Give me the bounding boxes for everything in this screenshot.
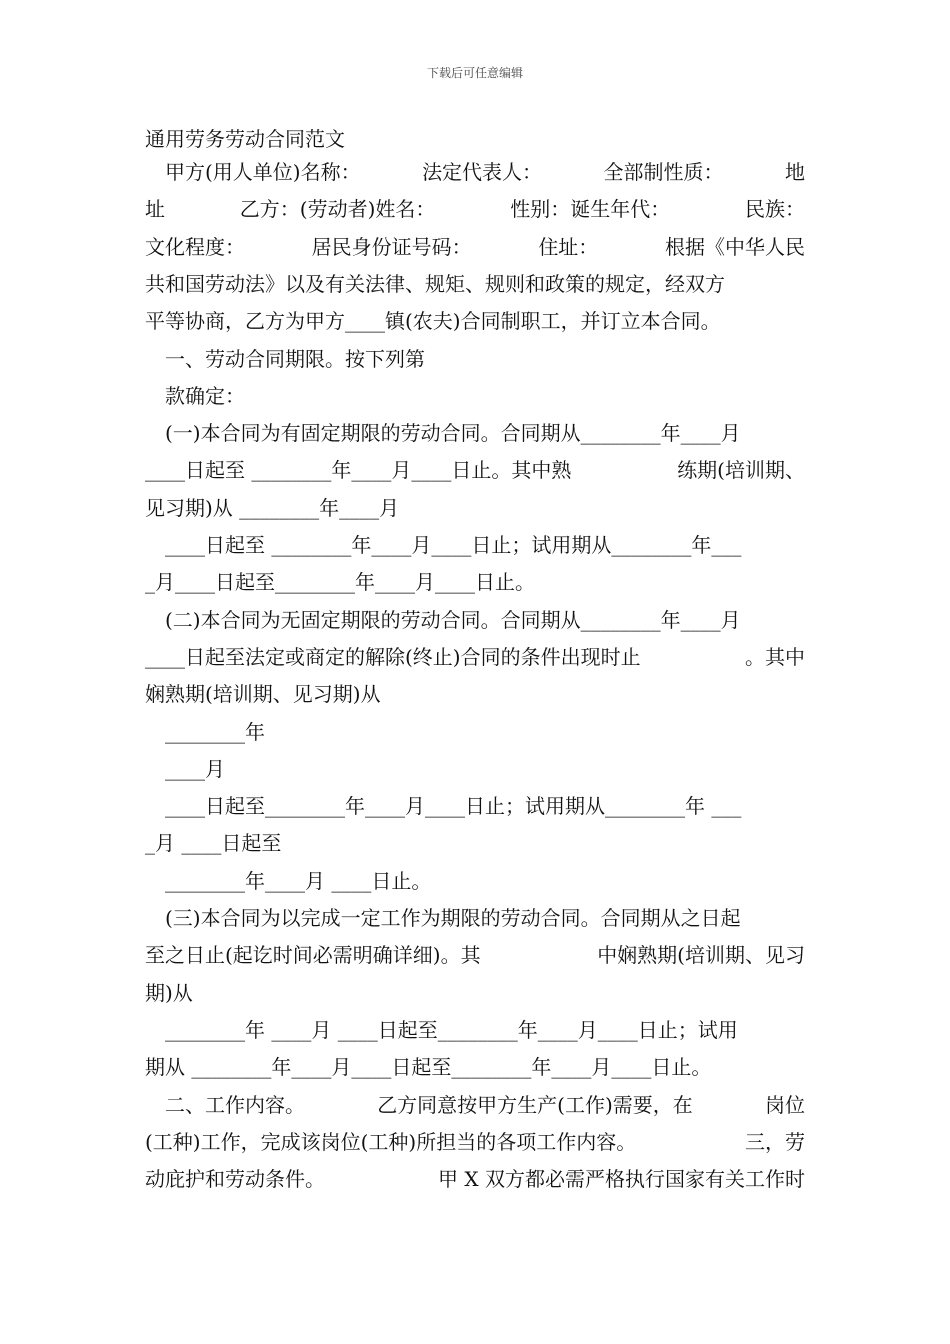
body-line: 款确定：: [145, 384, 245, 408]
line-segment: 至之日止(起讫时间必需明确详细)。其: [145, 943, 481, 967]
line-segment: 性别：诞生年代：: [510, 197, 671, 221]
line-segment: 练期(培训期、: [677, 458, 805, 482]
body-line: 期从 ________年____月____日起至________年____月____日止。: [145, 1055, 712, 1079]
body-line: ____日起至 ________年____月____日止；试用期从________年___: [145, 533, 742, 557]
body-line: (一)本合同为有固定期限的劳动合同。合同期从________年____月: [145, 421, 741, 445]
line-segment: ____日起至法定或商定的解除(终止)合同的条件出现时止: [145, 645, 641, 669]
body-line: [145, 1092, 805, 1118]
line-segment: 住址：: [538, 235, 599, 259]
line-segment: 乙方：(劳动者)姓名：: [239, 197, 436, 221]
body-line: [145, 159, 805, 185]
line-segment: (工种)工作，完成该岗位(工种)所担当的各项工作内容。: [145, 1130, 637, 1154]
line-segment: 甲方(用人单位)名称：: [145, 160, 361, 184]
body-line: [145, 196, 805, 222]
line-segment: ____日起至 ________年____月____日止。其中熟: [145, 458, 572, 482]
body-line: _月____日起至________年____月____日止。: [145, 570, 535, 594]
line-segment: 三，劳: [745, 1130, 805, 1154]
body-line: 期)从: [145, 981, 193, 1005]
line-segment: 址: [145, 197, 165, 221]
body-line: ____月: [145, 757, 225, 781]
body-line: [145, 457, 805, 483]
body-line: [145, 1166, 805, 1192]
line-segment: 。其中: [745, 645, 805, 669]
body-line: (二)本合同为无固定期限的劳动合同。合同期从________年____月: [145, 608, 741, 632]
body-line: 共和国劳动法》以及有关法律、规矩、规则和政策的规定，经双方: [145, 272, 725, 296]
body-line: 见习期)从 ________年____月: [145, 496, 400, 520]
line-segment: 动庇护和劳动条件。: [145, 1167, 325, 1191]
body-line: _月 ____日起至: [145, 831, 282, 855]
line-segment: 文化程度：: [145, 235, 245, 259]
body-line: [145, 942, 805, 968]
header-note: 下载后可任意编辑: [426, 66, 523, 80]
line-segment: 二、工作内容。: [145, 1093, 305, 1117]
body-line: [145, 644, 805, 670]
line-segment: 乙方同意按甲方生产(工作)需要，在: [377, 1093, 693, 1117]
body-line: [145, 234, 805, 260]
body-line: 娴熟期(培训期、见习期)从: [145, 682, 381, 706]
line-segment: 民族：: [745, 197, 805, 221]
line-segment: 中娴熟期(培训期、见习: [597, 943, 805, 967]
body-line: ________年 ____月 ____日起至________年____月____日止；试用: [145, 1018, 738, 1042]
document-title: 通用劳务劳动合同范文: [145, 127, 345, 151]
body-line: ________年____月 ____日止。: [145, 869, 432, 893]
body-line: 平等协商，乙方为甲方____镇(农夫)合同制职工，并订立本合同。: [145, 309, 721, 333]
line-segment: 法定代表人：: [422, 160, 543, 184]
line-segment: 根据《中华人民: [664, 235, 805, 259]
body-line: ____日起至________年____月____日止；试用期从________年 ___: [145, 794, 742, 818]
line-segment: 甲 X 双方都必需严格执行国家有关工作时: [438, 1167, 805, 1191]
body-line: (三)本合同为以完成一定工作为期限的劳动合同。合同期从之日起: [145, 906, 741, 930]
body-line: 一、劳动合同期限。按下列第: [145, 347, 425, 371]
body-line: ________年: [145, 720, 265, 744]
body-line: [145, 1129, 805, 1155]
line-segment: 地: [784, 160, 805, 184]
line-segment: 居民身份证号码：: [311, 235, 472, 259]
line-segment: 岗位: [764, 1093, 805, 1117]
line-segment: 全部制性质：: [603, 160, 724, 184]
